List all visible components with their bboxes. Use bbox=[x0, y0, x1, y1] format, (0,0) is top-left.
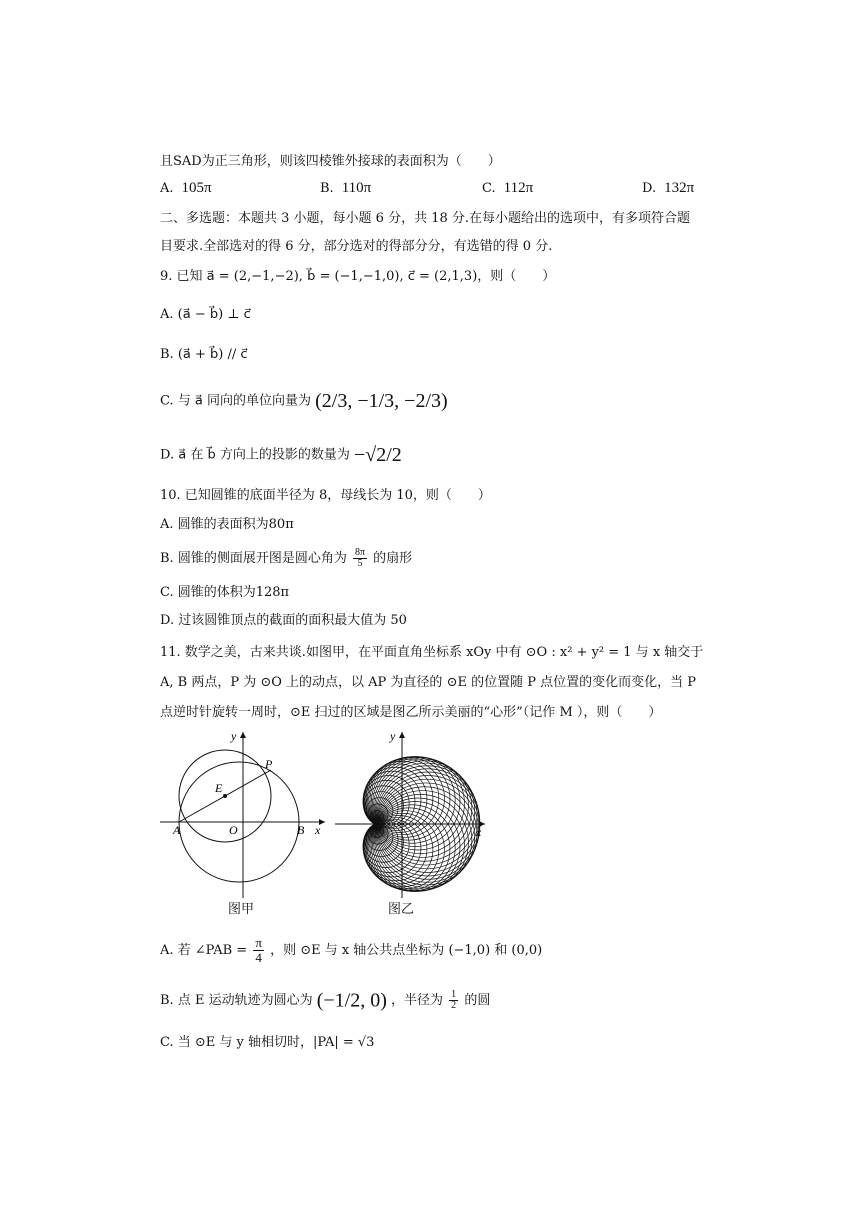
figure-yi-caption: 图乙 bbox=[388, 902, 415, 917]
q9-option-a[interactable]: A. (a⃗ − b⃗) ⊥ c⃗ bbox=[160, 307, 251, 322]
q8-option-d[interactable]: D. 132π bbox=[642, 180, 695, 196]
label-e: E bbox=[215, 781, 223, 795]
section2-instructions-line2: 目要求.全部选对的得 6 分，部分选对的得部分分，有选错的得 0 分. bbox=[160, 239, 553, 254]
figure-yi-cardioid bbox=[330, 726, 490, 902]
q11-stem-line1: 11. 数学之美，古来共谈.如图甲，在平面直角坐标系 xOy 中有 ⊙O : x² + y² = 1 与 x 轴交于 bbox=[160, 645, 704, 660]
q11-stem-line2: A, B 两点，P 为 ⊙O 上的动点，以 AP 为直径的 ⊙E 的位置随 P 点位置的变化而变化，当 P bbox=[160, 675, 696, 690]
q10-option-b[interactable]: B. 圆锥的侧面展开图是圆心角为 $\frac{8\pi}{5}$ 的扇形 bbox=[160, 547, 413, 569]
q9-stem: 9. 已知 a⃗ = (2,−1,−2), b⃗ = (−1,−1,0), c⃗ = (2,1,3)，则（ ） bbox=[160, 269, 556, 284]
q10-option-b-fraction: $\frac{8\pi}{5}$ bbox=[354, 547, 366, 569]
q9-option-b[interactable]: B. (a⃗ + b⃗) // c⃗ bbox=[160, 347, 248, 362]
q8-option-c[interactable]: C. 112π bbox=[482, 180, 534, 196]
q11-option-b-fraction: $\frac{1}{2}$ bbox=[451, 989, 457, 1011]
q8-option-b[interactable]: B. 110π bbox=[320, 180, 372, 196]
q11-option-a-fraction: $\frac{\pi}{4}$ bbox=[255, 935, 262, 965]
q11-option-b[interactable]: B. 点 E 运动轨迹为圆心为 (−1/2, 0) ，半径为 $\frac{1}{2}$ 的圆 bbox=[160, 989, 491, 1012]
label-o: O bbox=[229, 823, 238, 837]
q9-option-d[interactable] bbox=[160, 446, 402, 465]
q9-option-d-value: −√2/2 bbox=[353, 444, 402, 466]
figure-jia-caption: 图甲 bbox=[228, 902, 255, 917]
point-e bbox=[223, 794, 227, 798]
label-y: y bbox=[231, 729, 237, 743]
yi-label-y: y bbox=[390, 729, 396, 743]
q9-option-c[interactable] bbox=[160, 392, 448, 411]
q10-option-d[interactable]: D. 过该圆锥顶点的截面的面积最大值为 50 bbox=[160, 613, 407, 628]
q11-option-c[interactable]: C. 当 ⊙E 与 y 轴相切时，|PA| = √3 bbox=[160, 1035, 375, 1050]
label-p: P bbox=[265, 757, 273, 771]
q10-option-a[interactable]: A. 圆锥的表面积为80π bbox=[160, 517, 294, 532]
label-b: B bbox=[297, 823, 305, 837]
yi-label-x: x bbox=[476, 825, 482, 839]
q10-option-c[interactable]: C. 圆锥的体积为128π bbox=[160, 585, 290, 600]
label-x: x bbox=[315, 823, 321, 837]
q9-option-d-text: D. a⃗ 在 b⃗ 方向上的投影的数量为 bbox=[160, 447, 350, 463]
q10-stem: 10. 已知圆锥的底面半径为 8，母线长为 10，则（ ） bbox=[160, 488, 491, 503]
q11-option-a[interactable]: A. 若 ∠PAB = $\frac{\pi}{4}$ ，则 ⊙E 与 x 轴公共点坐标为 (−1,0) 和 (0,0) bbox=[160, 935, 543, 965]
figure-jia-diagram bbox=[155, 726, 335, 902]
q8-stem-tail: 且SAD为正三角形，则该四棱锥外接球的表面积为（ ） bbox=[160, 154, 501, 169]
q8-option-a[interactable]: A. 105π bbox=[160, 180, 212, 196]
section2-instructions-line1: 二、多选题：本题共 3 小题，每小题 6 分，共 18 分.在每小题给出的选项中，有多项符合题 bbox=[160, 211, 691, 226]
q11-stem-line3: 点逆时针旋转一周时，⊙E 扫过的区域是图乙所示美丽的“心形”（记作 M ），则（ ） bbox=[160, 705, 662, 720]
q9-option-c-text: C. 与 a⃗ 同向的单位向量为 bbox=[160, 393, 311, 409]
label-a: A bbox=[173, 823, 181, 837]
q9-option-c-vector: (2/3, −1/3, −2/3) bbox=[315, 390, 448, 412]
